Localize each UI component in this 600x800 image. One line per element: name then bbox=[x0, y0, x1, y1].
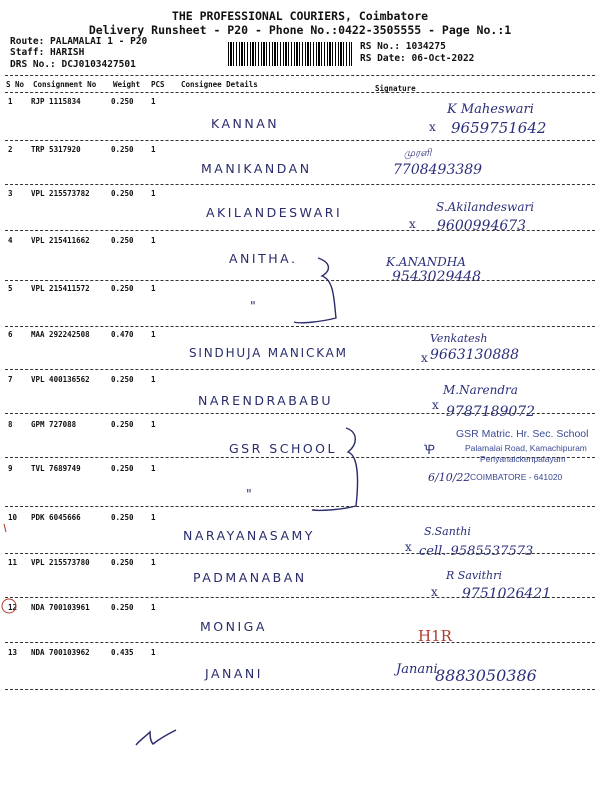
row-weight: 0.250 bbox=[111, 145, 134, 154]
row-consignee: JANANI bbox=[205, 666, 263, 681]
row-sno: 6 bbox=[8, 330, 13, 339]
row-sno: 3 bbox=[8, 189, 13, 198]
row-weight: 0.250 bbox=[111, 189, 134, 198]
signature-phone: 9543029448 bbox=[392, 269, 482, 285]
row-pcs: 1 bbox=[151, 189, 156, 198]
circle-mark-icon bbox=[2, 599, 16, 613]
signature-phone: 9600994673 bbox=[437, 218, 527, 234]
row-sno: 2 bbox=[8, 145, 13, 154]
rs-date: RS Date: 06-Oct-2022 bbox=[360, 53, 475, 64]
cross-mark-icon: x bbox=[421, 351, 428, 365]
col-consignee: Consignee Details bbox=[181, 80, 258, 89]
row-pcs: 1 bbox=[151, 375, 156, 384]
row-consignee: GSR SCHOOL bbox=[229, 441, 337, 456]
row-weight: 0.250 bbox=[111, 603, 134, 612]
row-weight: 0.250 bbox=[111, 420, 134, 429]
cross-mark-icon: x bbox=[431, 585, 438, 599]
signature-phone: 9663130888 bbox=[430, 347, 520, 363]
row-sno: 5 bbox=[8, 284, 13, 293]
row-sno: 7 bbox=[8, 375, 13, 384]
signature-name: H1R bbox=[418, 627, 452, 645]
row-sno: 12 bbox=[8, 603, 18, 612]
row-pcs: 1 bbox=[151, 97, 156, 106]
signature-date: 6/10/22 bbox=[428, 471, 471, 484]
row-pcs: 1 bbox=[151, 558, 156, 567]
signature-name: M.Narendra bbox=[443, 383, 518, 397]
row-weight: 0.250 bbox=[111, 97, 134, 106]
row-pcs: 1 bbox=[151, 284, 156, 293]
row-pcs: 1 bbox=[151, 648, 156, 657]
row-pcs: 1 bbox=[151, 513, 156, 522]
tick-mark-icon bbox=[4, 524, 6, 532]
runsheet-title: Delivery Runsheet - P20 - Phone No.:0422-3505555 - Page No.:1 bbox=[88, 23, 512, 37]
row-consignment: RJP 1115834 bbox=[31, 97, 81, 106]
row-consignee: NARENDRABABU bbox=[198, 393, 334, 408]
signature-name: R Savithri bbox=[446, 569, 502, 582]
row-consignment: VPL 215573780 bbox=[31, 558, 90, 567]
signature-name: K Maheswari bbox=[447, 102, 534, 117]
company-title: THE PROFESSIONAL COURIERS, Coimbatore bbox=[171, 9, 429, 23]
row-consignment: VPL 215411662 bbox=[31, 236, 90, 245]
route-label: Route: PALAMALAI 1 - P20 bbox=[10, 36, 148, 47]
row-consignment: NDA 700103961 bbox=[31, 603, 90, 612]
row-consignee: KANNAN bbox=[211, 116, 280, 131]
row-consignee: MONIGA bbox=[200, 619, 267, 634]
row-pcs: 1 bbox=[151, 236, 156, 245]
row-pcs: 1 bbox=[151, 330, 156, 339]
cross-mark-icon: x bbox=[432, 398, 439, 412]
footer-initial-icon bbox=[136, 730, 176, 745]
row-consignment: NDA 700103962 bbox=[31, 648, 90, 657]
row-sno: 11 bbox=[8, 558, 18, 567]
col-signature: Signature bbox=[375, 84, 416, 93]
row-consignee: SINDHUJA MANICKAM bbox=[189, 346, 348, 360]
row-pcs: 1 bbox=[151, 145, 156, 154]
signature-phone: 9751026421 bbox=[462, 586, 552, 602]
row-weight: 0.470 bbox=[111, 330, 134, 339]
signature-name: K.ANANDHA bbox=[386, 255, 466, 269]
bracket-rows-4-5-icon bbox=[294, 258, 336, 323]
col-sno: S No bbox=[6, 80, 25, 89]
row-consignment: VPL 400136562 bbox=[31, 375, 90, 384]
row-pcs: 1 bbox=[151, 420, 156, 429]
col-weight: Weight bbox=[113, 80, 141, 89]
row-weight: 0.250 bbox=[111, 558, 134, 567]
row-sno: 4 bbox=[8, 236, 13, 245]
row-consignment: GPM 727088 bbox=[31, 420, 77, 429]
signature-name: Venkatesh bbox=[430, 332, 488, 345]
signature-mark-icon: Ꝕ bbox=[424, 443, 436, 458]
cross-mark-icon: x bbox=[429, 120, 436, 134]
row-weight: 0.250 bbox=[111, 236, 134, 245]
row-sno: 13 bbox=[8, 648, 18, 657]
signature-phone: 7708493389 bbox=[393, 162, 483, 178]
col-consignment: Consignment No bbox=[33, 80, 97, 89]
row-consignee: PADMANABAN bbox=[193, 570, 307, 585]
row-weight: 0.250 bbox=[111, 284, 134, 293]
row-weight: 0.250 bbox=[111, 513, 134, 522]
school-stamp-line4: COIMBATORE - 641020 bbox=[470, 472, 563, 482]
row-consignment: TRP 5317920 bbox=[31, 145, 81, 154]
row-pcs: 1 bbox=[151, 464, 156, 473]
signature-phone: 9787189072 bbox=[446, 404, 536, 420]
school-stamp-line1: GSR Matric. Hr. Sec. School bbox=[456, 428, 589, 440]
row-consignee: " bbox=[246, 486, 255, 501]
row-consignee: NARAYANASAMY bbox=[183, 528, 315, 543]
row-consignment: VPL 215411572 bbox=[31, 284, 90, 293]
row-weight: 0.435 bbox=[111, 648, 134, 657]
row-weight: 0.250 bbox=[111, 464, 134, 473]
row-pcs: 1 bbox=[151, 603, 156, 612]
rs-number: RS No.: 1034275 bbox=[360, 41, 446, 52]
bracket-rows-8-9-icon bbox=[312, 428, 358, 510]
row-sno: 8 bbox=[8, 420, 13, 429]
school-stamp-line3: Periyanaickenpalayam bbox=[480, 454, 566, 464]
staff-label: Staff: HARISH bbox=[10, 47, 85, 58]
row-consignment: PDK 6045666 bbox=[31, 513, 81, 522]
row-consignee: ANITHA. bbox=[229, 251, 298, 266]
row-consignment: VPL 215573782 bbox=[31, 189, 90, 198]
row-sno: 1 bbox=[8, 97, 13, 106]
signature-name: முரளி bbox=[404, 148, 432, 159]
row-consignee: " bbox=[250, 298, 259, 313]
row-sno: 9 bbox=[8, 464, 13, 473]
cross-mark-icon: x bbox=[405, 540, 412, 554]
cross-mark-icon: x bbox=[409, 217, 416, 231]
row-consignee: MANIKANDAN bbox=[201, 161, 312, 176]
col-pcs: PCS bbox=[151, 80, 165, 89]
row-weight: 0.250 bbox=[111, 375, 134, 384]
drs-number: DRS No.: DCJ0103427501 bbox=[10, 59, 136, 70]
signature-name: Janani bbox=[396, 662, 438, 677]
signature-name: S.Santhi bbox=[424, 525, 471, 538]
signature-phone: cell. 9585537573 bbox=[419, 544, 534, 559]
school-stamp-line2: Palamalai Road, Kamachipuram bbox=[465, 443, 587, 453]
row-sno: 10 bbox=[8, 513, 18, 522]
row-consignment: TVL 7689749 bbox=[31, 464, 81, 473]
row-consignee: AKILANDESWARI bbox=[206, 205, 343, 220]
row-consignment: MAA 292242508 bbox=[31, 330, 90, 339]
signature-phone: 9659751642 bbox=[451, 119, 547, 137]
signature-phone: 8883050386 bbox=[435, 666, 537, 685]
signature-name: S.Akilandeswari bbox=[436, 200, 535, 214]
